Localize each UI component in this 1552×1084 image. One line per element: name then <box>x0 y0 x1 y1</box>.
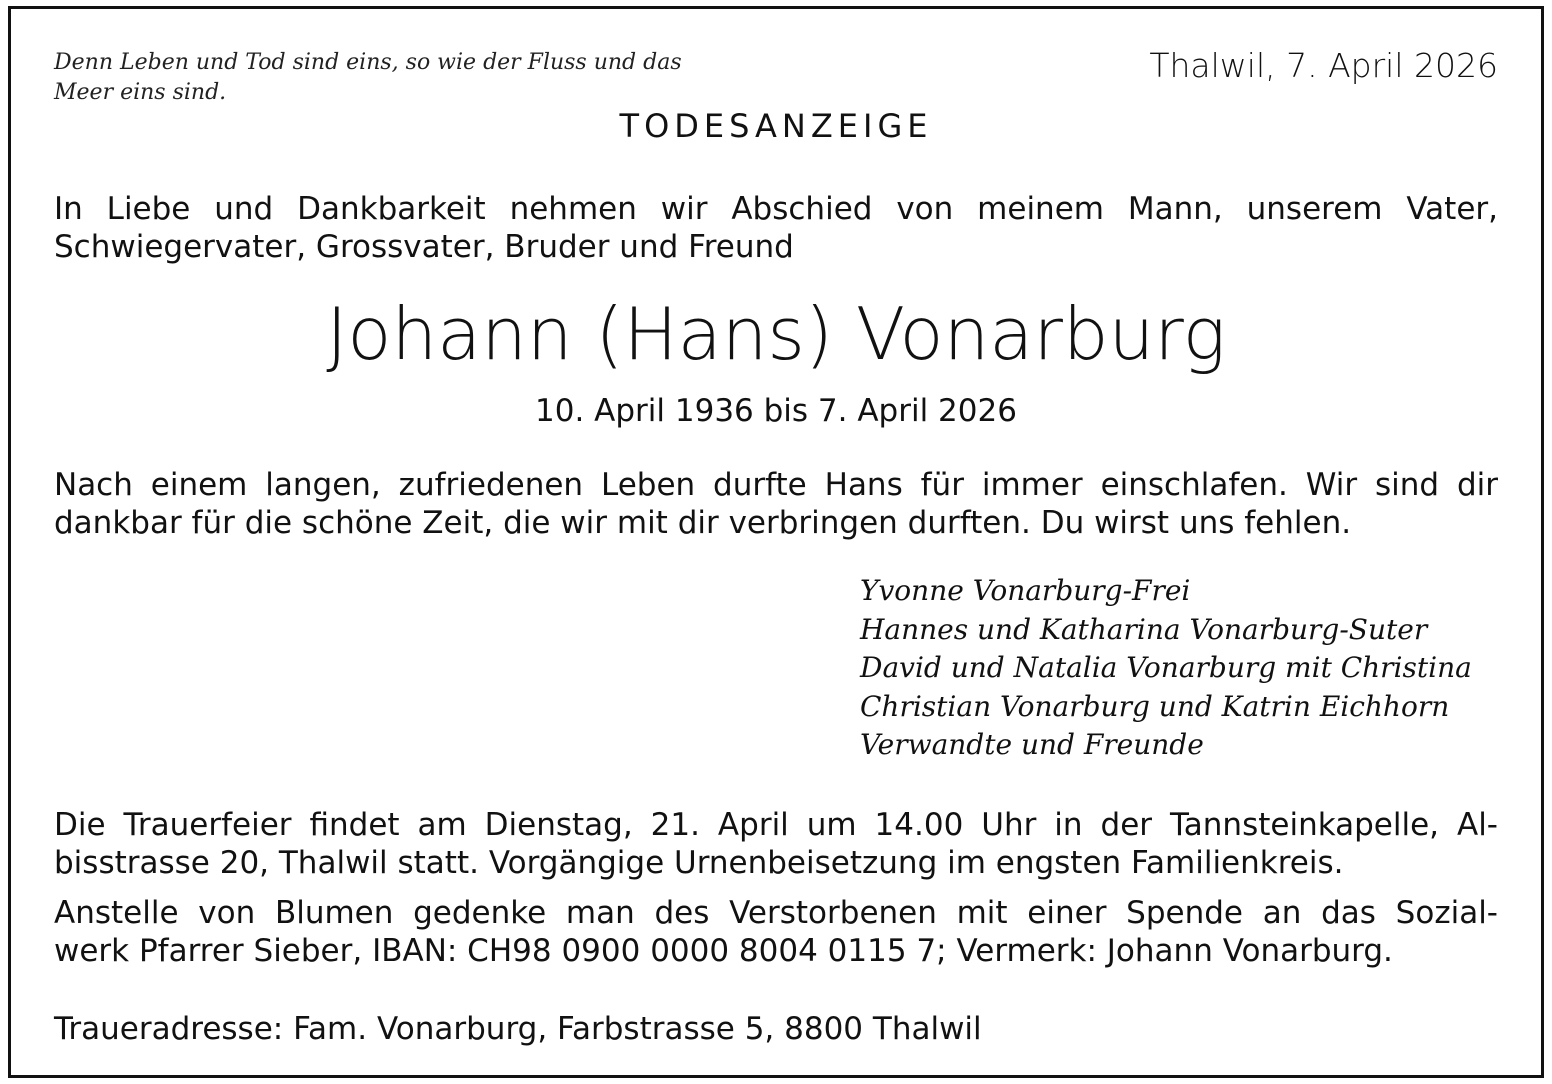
place-date: Thalwil, 7. April 2026 <box>1149 46 1498 85</box>
deceased-name: Johann (Hans) Vonarburg <box>326 292 1226 376</box>
message-line: dankbar für die schöne Zeit, die wir mit dir verbringen durften. Du wirst uns fehlen. <box>54 505 1352 541</box>
mourning-address: Traueradresse: Fam. Vonarburg, Farbstrasse 5, 8800 Thalwil <box>54 1011 982 1047</box>
donation-line: Anstelle von Blumen gedenke man des Verstorbenen mit einer Spende an das Sozial- <box>54 895 1498 931</box>
motto-line: Denn Leben und Tod sind eins, so wie der Fluss und das <box>54 50 682 75</box>
notice-heading: TODESANZEIGE <box>619 107 933 145</box>
intro-line: In Liebe und Dankbarkeit nehmen wir Abschied von meinem Mann, unserem Vater, <box>54 191 1498 227</box>
mourner-name: Yvonne Vonarburg-Frei <box>860 574 1191 607</box>
ceremony-line: Die Trauerfeier findet am Dienstag, 21. April um 14.00 Uhr in der Tannsteinkapelle, Al- <box>54 807 1498 843</box>
mourner-name: Christian Vonarburg und Katrin Eichhorn <box>860 689 1450 723</box>
intro-paragraph <box>54 190 1498 266</box>
mourners-list <box>860 572 1472 765</box>
intro-line: Schwiegervater, Grossvater, Bruder und Freund <box>54 229 794 265</box>
ceremony-paragraph <box>54 806 1498 882</box>
mourner-name: Hannes und Katharina Vonarburg-Suter <box>860 612 1428 646</box>
motto-line: Meer eins sind. <box>54 80 227 105</box>
message-paragraph <box>54 466 1498 542</box>
life-dates: 10. April 1936 bis 7. April 2026 <box>535 393 1017 429</box>
mourner-name: David und Natalia Vonarburg mit Christina <box>860 651 1472 684</box>
mourner-name: Verwandte und Freunde <box>860 728 1204 761</box>
donation-line: werk Pfarrer Sieber, IBAN: CH98 0900 0000 8004 0115 7; Vermerk: Johann Vonarburg. <box>54 933 1393 969</box>
message-line: Nach einem langen, zufriedenen Leben durfte Hans für immer einschlafen. Wir sind dir <box>54 467 1498 503</box>
motto-quote <box>54 48 754 108</box>
donation-paragraph <box>54 894 1498 970</box>
ceremony-line: bisstrasse 20, Thalwil statt. Vorgängige Urnenbeisetzung im engsten Familienkreis. <box>54 845 1344 881</box>
